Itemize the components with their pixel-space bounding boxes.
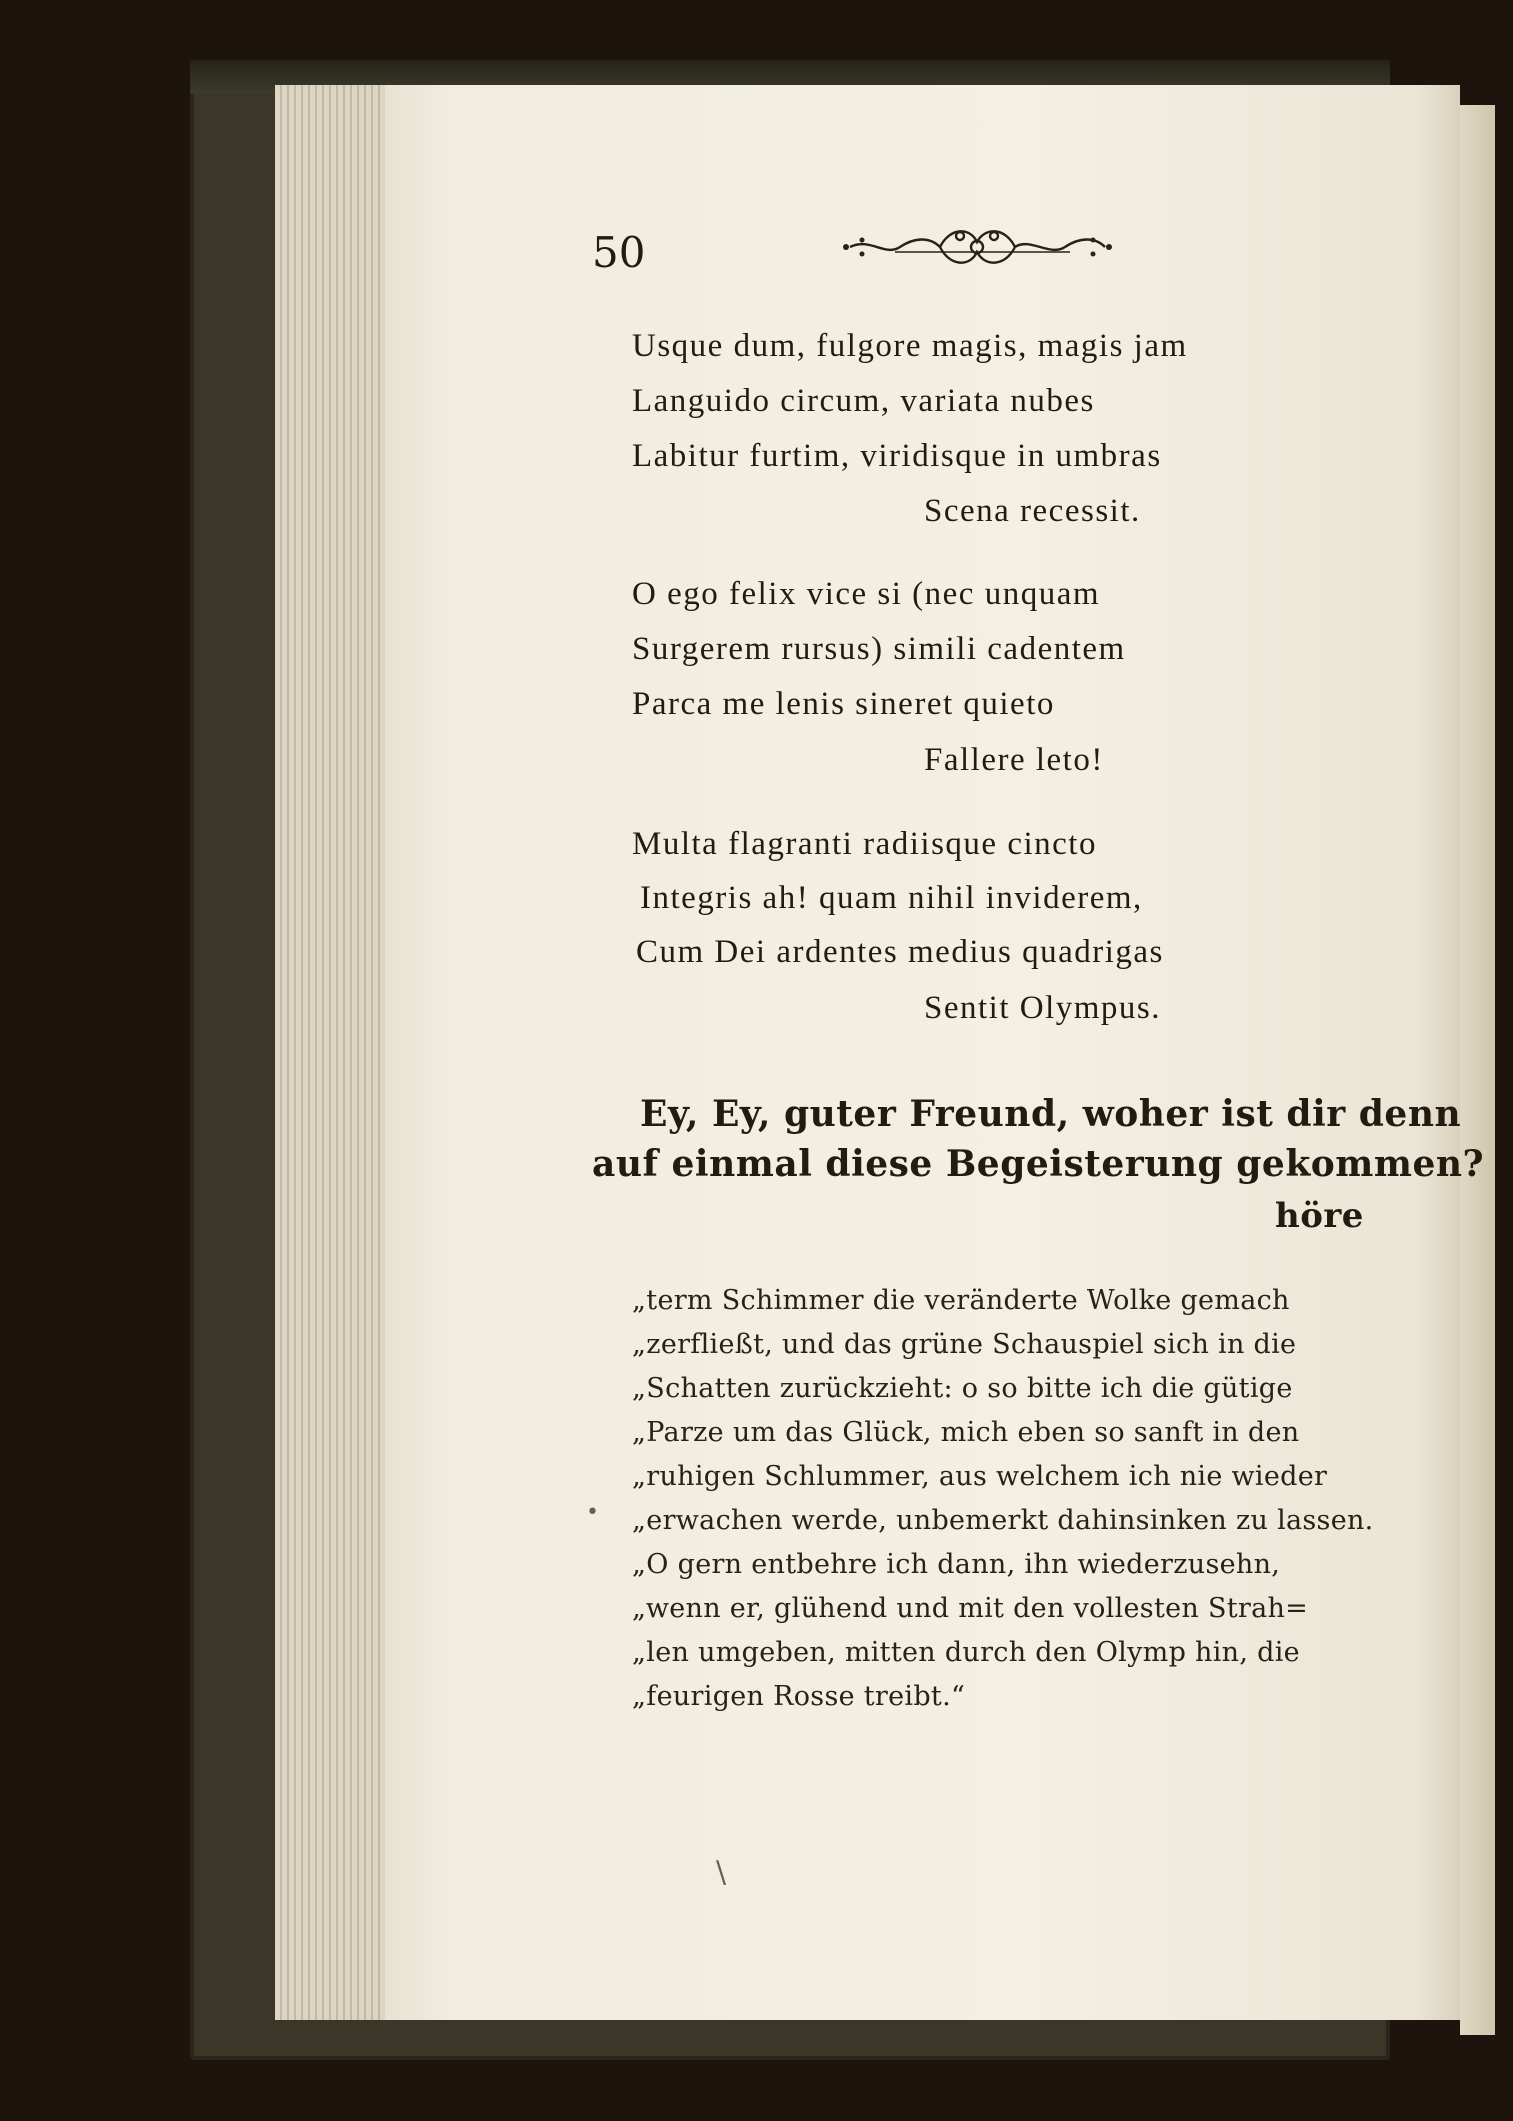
fleuron-ornament-icon: [840, 222, 1115, 272]
translation-line: „wenn er, glühend und mit den vollesten Strah=: [632, 1593, 1309, 1624]
paper-mark: •: [586, 1500, 599, 1525]
commentary-line: auf einmal diese Begeisterung gekommen?: [592, 1143, 1485, 1185]
paper-mark: \: [716, 1855, 727, 1890]
translation-line: „zerfließt, und das grüne Schauspiel sich in die: [632, 1329, 1297, 1360]
translation-line: „len umgeben, mitten durch den Olymp hin, die: [632, 1637, 1300, 1668]
commentary-line: Ey, Ey, guter Freund, woher ist dir denn: [640, 1093, 1462, 1135]
poem-line: Scena recessit.: [924, 493, 1141, 529]
poem-line: Parca me lenis sineret quieto: [632, 686, 1055, 722]
page-edges: [275, 85, 390, 2020]
facing-page-edge: [1460, 105, 1495, 2035]
poem-line: Usque dum, fulgore magis, magis jam: [632, 328, 1188, 364]
poem-line: Cum Dei ardentes medius quadrigas: [636, 934, 1164, 970]
poem-line: Integris ah! quam nihil inviderem,: [640, 880, 1143, 916]
poem-line: Labitur furtim, viridisque in umbras: [632, 438, 1162, 474]
poem-line: Sentit Olympus.: [924, 990, 1162, 1026]
translation-line: „ruhigen Schlummer, aus welchem ich nie wieder: [632, 1461, 1328, 1492]
poem-line: Surgerem rursus) simili cadentem: [632, 631, 1126, 667]
book-page: [385, 85, 1460, 2020]
page-number: 50: [592, 228, 646, 277]
translation-line: „term Schimmer die veränderte Wolke gemach: [632, 1285, 1290, 1316]
poem-line: Languido circum, variata nubes: [632, 383, 1095, 419]
poem-line: Multa flagranti radiisque cincto: [632, 826, 1097, 862]
translation-line: „Schatten zurückzieht: o so bitte ich die gütige: [632, 1373, 1293, 1404]
poem-line: O ego felix vice si (nec unquam: [632, 576, 1101, 612]
poem-line: Fallere leto!: [924, 742, 1104, 778]
catchword: höre: [1275, 1196, 1364, 1236]
translation-line: „O gern entbehre ich dann, ihn wiederzusehn,: [632, 1549, 1281, 1580]
translation-line: „erwachen werde, unbemerkt dahinsinken zu lassen.: [632, 1505, 1374, 1536]
translation-line: „Parze um das Glück, mich eben so sanft in den: [632, 1417, 1300, 1448]
translation-line: „feurigen Rosse treibt.“: [632, 1681, 966, 1712]
